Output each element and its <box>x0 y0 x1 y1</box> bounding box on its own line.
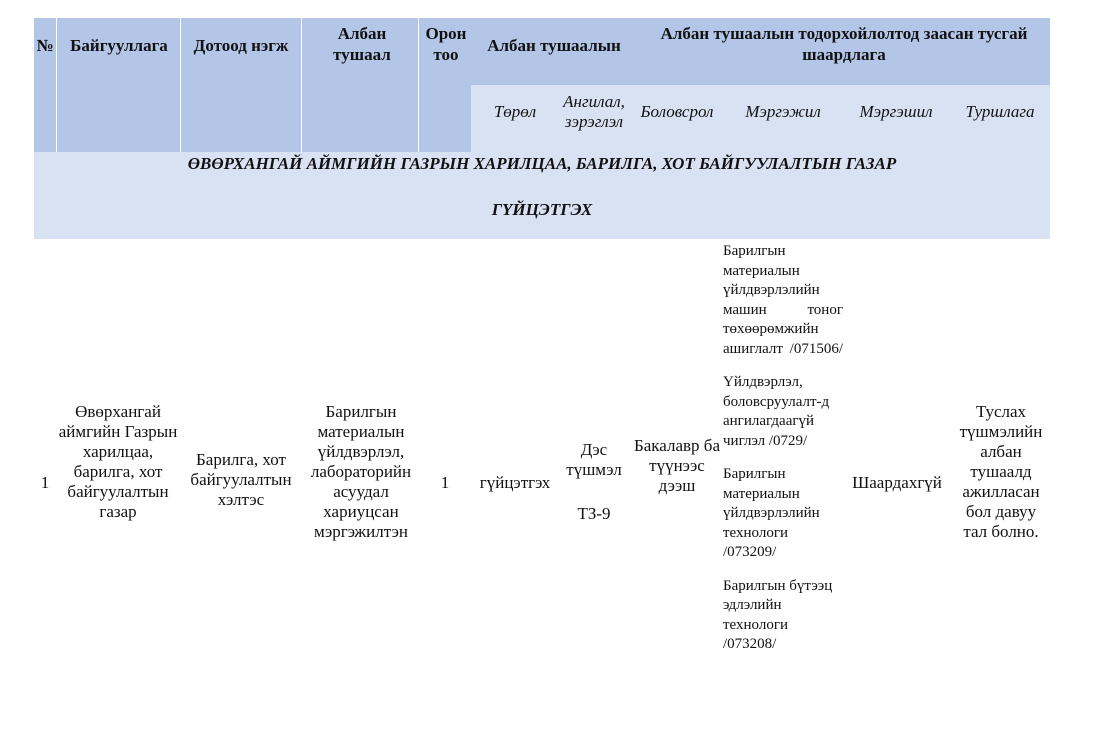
subheader-class-rank: Ангилал, зэрэглэл <box>563 92 625 131</box>
row-seats: 1 <box>440 473 450 492</box>
row-education: Бакалавр ба түүнээс дээш <box>633 436 720 495</box>
header-position-of: Албан тушаалын <box>487 36 621 55</box>
row-type: гүйцэтгэх <box>479 473 551 492</box>
row-experience: Туслах түшмэлийн албан тушаалд ажилласан бол давуу тал болно. <box>959 402 1043 541</box>
row-unit: Барилга, хот байгуулалтын хэлтэс <box>190 450 292 509</box>
header-organization: Байгууллага <box>70 36 168 55</box>
profession-item: Барилгын бүтээц эдлэлийн технологи /073208/ <box>723 577 833 652</box>
section-title-type: ГҮЙЦЭТГЭХ <box>491 200 593 219</box>
header-position: Албан тушаал <box>333 24 391 64</box>
header-seats: Орон тоо <box>425 24 467 64</box>
profession-item: Үйлдвэрлэл, боловсруулалт-д ангилагдаагүй чиглэл /0729/ <box>723 374 830 449</box>
header-unit: Дотоод нэгж <box>193 36 289 55</box>
row-class: Дэс түшмэл <box>566 440 622 479</box>
row-organization: Өвөрхангай аймгийн Газрын харилцаа, барилга, хот байгуулалтын газар <box>58 402 178 521</box>
subheader-profession: Мэргэжил <box>745 102 821 121</box>
row-skill: Шаардахгүй <box>852 473 942 492</box>
profession-item: Барилгын материалын үйлдвэрлэлийн машин тоног төхөөрөмжийн ашиглалт /071506/ <box>723 243 843 357</box>
subheader-education: Боловсрол <box>640 102 714 121</box>
row-num: 1 <box>40 473 50 492</box>
header-num: № <box>36 36 54 55</box>
section-title: ӨВӨРХАНГАЙ АЙМГИЙН ГАЗРЫН ХАРИЛЦАА, БАРИЛГА, ХОТ БАЙГУУЛАЛТЫН ГАЗАР <box>187 154 897 173</box>
row-rank: ТЗ-9 <box>577 504 611 523</box>
row-professions <box>723 242 843 655</box>
profession-item: Барилгын материалын үйлдвэрлэлийн технологи /073209/ <box>723 466 820 560</box>
subheader-type: Төрөл <box>493 102 537 121</box>
subheader-experience: Туршлага <box>965 102 1035 121</box>
subheader-skill: Мэргэшил <box>859 102 933 121</box>
header-requirements: Албан тушаалын тодорхойлолтод заасан тусгай шаардлага <box>660 24 1028 64</box>
row-position: Барилгын материалын үйлдвэрлэл, лабораторийн асуудал хариуцсан мэргэжилтэн <box>310 402 412 541</box>
